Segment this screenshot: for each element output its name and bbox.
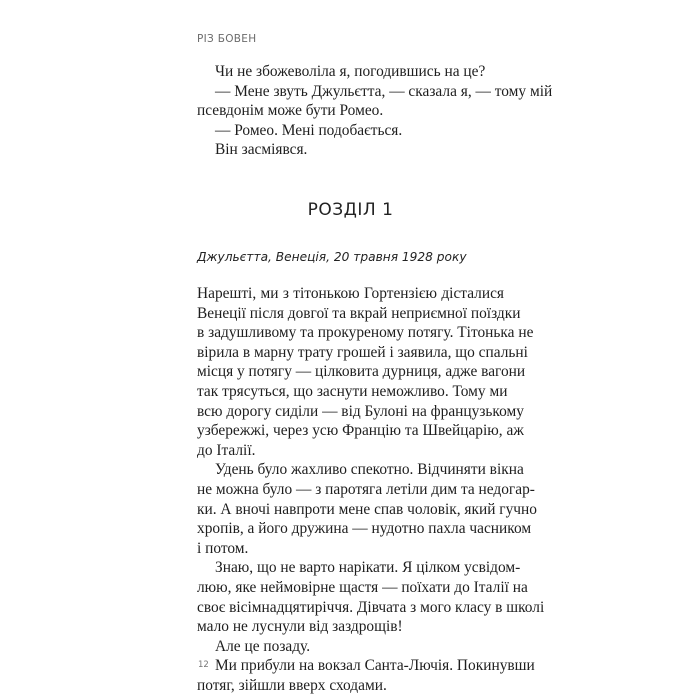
epigraph-line: — Ромео. Мені подобається. (215, 121, 403, 139)
epigraph-line: Чи не збожеволіла я, погодившись на це? (215, 63, 486, 80)
body-line: так трясуться, що заснути неможливо. Тому ми (197, 382, 508, 400)
body-line: і потом. (197, 539, 249, 557)
body-line: хропів, а його дружина — нудотно пахла часником (197, 520, 532, 538)
body-line: мало не луснули від заздрощів! (197, 618, 403, 636)
body-line: своє вісімнадцятиріччя. Дівчата з мого класу в школі (197, 598, 545, 616)
chapter-dateline: Джульєтта, Венеція, 20 травня 1928 року (197, 250, 467, 264)
body-line: в задушливому та прокуреному потягу. Тітонька не (197, 324, 534, 342)
page-number: 12 (198, 660, 209, 670)
body-line: всю дорогу сиділи — від Булоні на французькому (197, 402, 524, 420)
body-line: узбережжі, через усю Францію та Швейцарію, аж (197, 422, 524, 440)
body-line: люю, яке неймовірне щастя — поїхати до Італії на (197, 578, 528, 596)
epigraph-line: псевдонім може бути Ромео. (197, 102, 384, 120)
body-text (197, 284, 545, 695)
body-line: Удень було жахливо спекотно. Відчиняти вікна (215, 461, 524, 479)
body-line: вірила в марну трату грошей і заявила, що спальні (197, 343, 528, 361)
body-line: Ми прибули на вокзал Санта-Лючія. Покинувши (215, 657, 535, 675)
body-line: Венеції після довгої та вкрай неприємної поїздки (197, 304, 521, 322)
epigraph-line: — Мене звуть Джульєтта, — сказала я, — тому мій (215, 82, 553, 100)
chapter-title: РОЗДІЛ 1 (307, 200, 394, 220)
body-line: Але це позаду. (215, 637, 311, 655)
body-line: Нарешті, ми з тітонькою Гортензією дісталися (197, 285, 504, 302)
running-head: РІЗ БОВЕН (197, 33, 257, 45)
body-line: Знаю, що не варто нарікати. Я цілком усвідом- (215, 559, 521, 577)
body-line: ки. А вночі навпроти мене спав чоловік, який гучно (197, 500, 537, 518)
body-line: потяг, зійшли вверх сходами. (197, 676, 387, 694)
body-line: не можна було — з паротяга летіли дим та недогар- (197, 480, 535, 498)
body-line: місця у потягу — цілковита дурниця, адже вагони (197, 363, 526, 381)
body-line: до Італії. (197, 441, 256, 459)
epigraph (197, 62, 553, 160)
epigraph-line: Він засміявся. (215, 141, 308, 159)
